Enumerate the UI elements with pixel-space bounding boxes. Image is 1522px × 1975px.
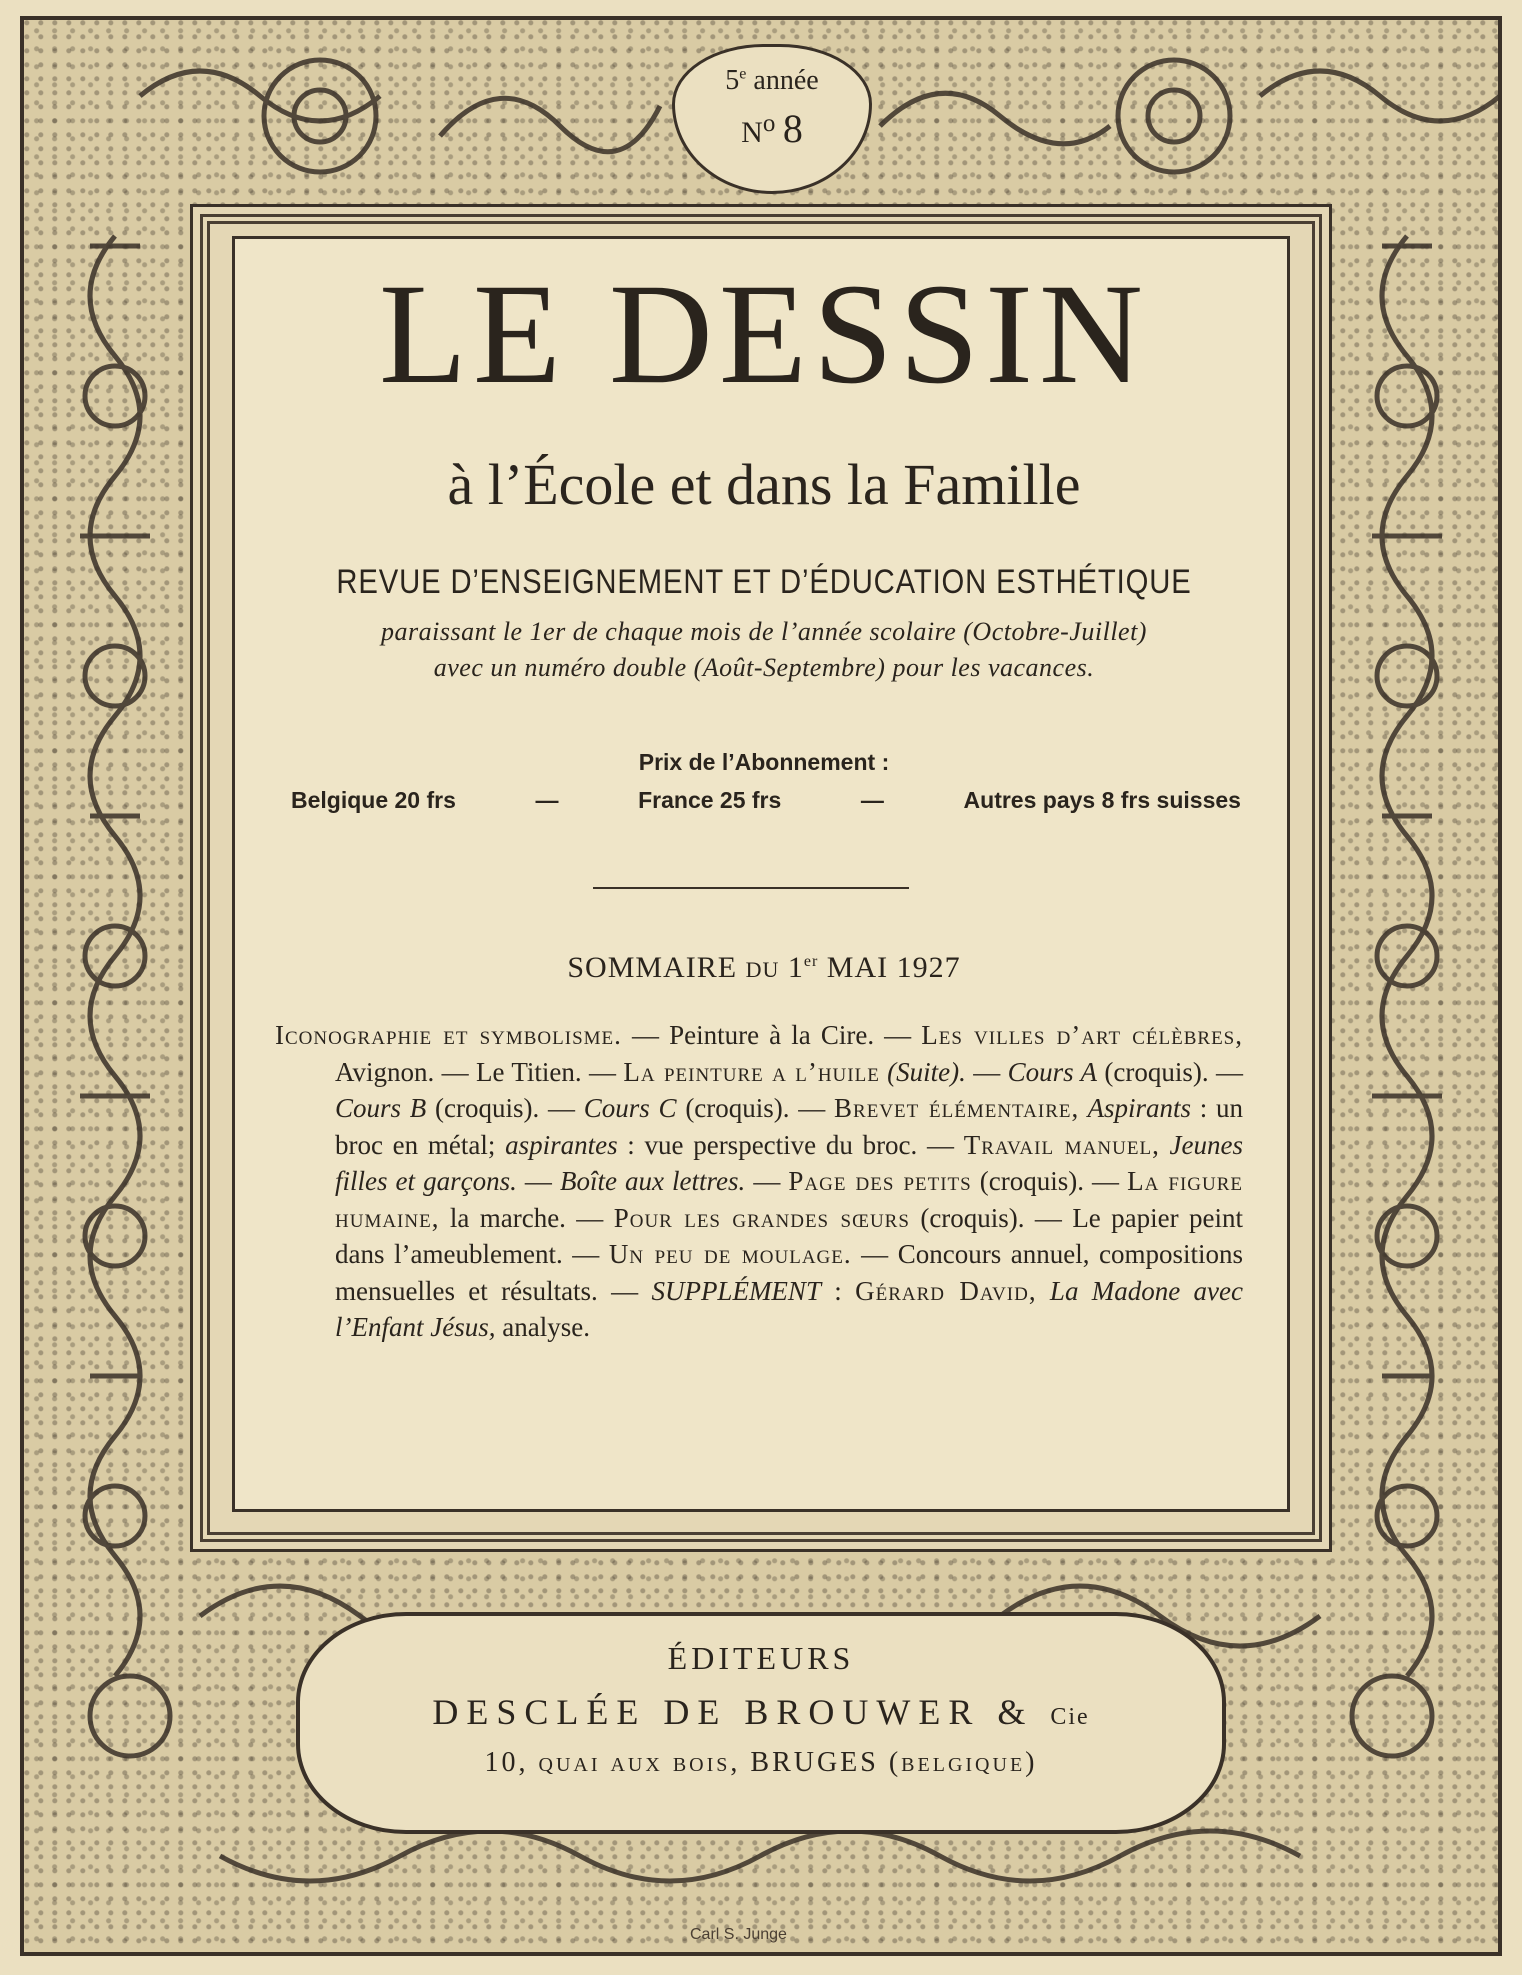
publication-frequency: paraissant le 1er de chaque mois de l’année scolaire (Octobre-Juillet) bbox=[381, 617, 1147, 646]
engraver-signature: Carl S. Junge bbox=[690, 1926, 787, 1943]
price-belgique: Belgique 20 frs bbox=[291, 787, 456, 813]
double-issue-note: avec un numéro double (Août-Septembre) pour les vacances. bbox=[433, 653, 1095, 682]
page-title: LE DESSIN bbox=[379, 255, 1149, 414]
price-label: Prix de l’Abonnement : bbox=[638, 749, 890, 775]
price-autres: Autres pays 8 frs suisses bbox=[963, 787, 1241, 813]
publisher-address: 10, quai aux bois, BRUGES (belgique) bbox=[484, 1747, 1038, 1778]
price-row bbox=[291, 787, 1241, 814]
sommaire-heading: SOMMAIRE DU 1er MAI 1927 bbox=[567, 951, 961, 984]
divider-rule bbox=[593, 887, 909, 889]
issue-number: $N^o$ 8 bbox=[741, 106, 803, 151]
editeurs-label: ÉDITEURS bbox=[667, 1640, 855, 1676]
publisher-cartouche bbox=[296, 1612, 1226, 1834]
title-panel bbox=[232, 236, 1290, 1512]
price-separator: — bbox=[860, 787, 884, 813]
price-france: France 25 frs bbox=[638, 787, 782, 813]
revue-heading: REVUE D’ENSEIGNEMENT ET D’ÉDUCATION ESTHÉTIQUE bbox=[336, 563, 1192, 601]
price-separator: — bbox=[535, 787, 559, 813]
issue-year: 5e année bbox=[725, 65, 819, 96]
subtitle: à l’École et dans la Famille bbox=[447, 452, 1081, 517]
publisher-name: DESCLÉE DE BROUWER & Cie bbox=[432, 1692, 1090, 1732]
table-of-contents: Iconographie et symbolisme. — Peinture à la Cire. — Les villes d’art célèbres, Avignon. — Le Titien. — La peinture a l’huile (Suite). — Cours A (croquis). — Cours B (croquis). — Cours C (croquis). — Brevet élémentaire, Aspirants : un broc en métal; aspirantes : vue perspective du broc. — Travail manuel, Jeunes filles et garçons. — Boîte aux lettres. — Page des petits (croquis). — La figure humaine, la marche. — Pour les grandes sœurs (croquis). — Le papier peint dans l’ameublement. — Un peu de moulage. — Concours annuel, compositions mensuelles et résultats. — SUPPLÉMENT : Gérard David, La Madone avec l’Enfant Jésus, analyse. bbox=[275, 1020, 1244, 1342]
